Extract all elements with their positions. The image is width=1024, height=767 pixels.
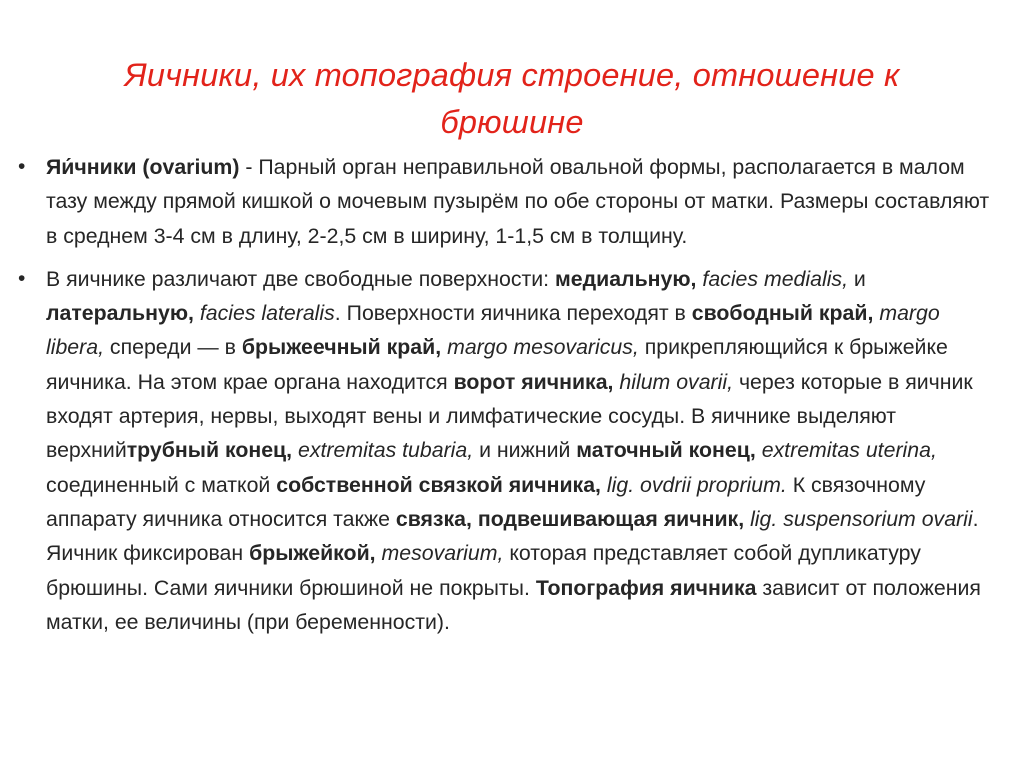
text-segment: hilum ovarii, (619, 369, 734, 394)
bullet-item-surfaces (18, 262, 998, 639)
bullet-dot-icon: • (18, 266, 26, 290)
text-segment: extremitas uterina, (761, 438, 937, 463)
text-segment: mesovarium, (381, 541, 504, 566)
text-segment: В яичнике различают две свободные поверхности: (46, 266, 555, 291)
text-segment: К связочному аппарату яичника относится также (46, 472, 926, 531)
text-segment: латеральную, (46, 301, 194, 326)
bullet-text (46, 150, 998, 253)
text-segment: . Поверхности яичника переходят в (334, 301, 692, 326)
text-segment: брыжейкой, (249, 541, 376, 566)
text-segment: связка, подвешивающая яичник, (395, 506, 745, 531)
text-segment: и (848, 266, 866, 291)
text-segment: брыжеечный край, (241, 335, 442, 360)
slide-title: Яичники, их топография строение, отношение к брюшине (124, 57, 900, 140)
text-segment: Яи́чники (ovarium) (46, 155, 240, 179)
text-segment: и нижний (473, 438, 577, 463)
text-segment: соединенный с маткой (46, 472, 277, 497)
text-segment: - Парный орган неправильной овальной формы, располагается в малом тазу между прямой кишкой о мочевым пузырём по обе стороны от матки. Размеры составляют в среднем 3-4 см в длину, 2-2,5 см в ширину, 1-1,5 см в толщину. (46, 155, 990, 248)
text-segment: margo mesovaricus, (447, 335, 639, 360)
text-segment: медиальную, (554, 266, 697, 291)
text-segment: margo libera, (46, 301, 940, 360)
text-segment: собственной связкой яичника, (276, 472, 601, 497)
text-segment: ворот яичника, (453, 369, 614, 394)
bullet-list (18, 150, 998, 639)
text-segment: facies medialis, (702, 266, 848, 291)
text-segment: . Яичник фиксирован (46, 506, 979, 566)
text-segment: свободный край, (691, 301, 874, 326)
text-segment: трубный конец, (126, 438, 293, 463)
bullet-text (46, 262, 998, 639)
text-segment: extremitas tubaria, (297, 438, 474, 463)
text-segment: маточный конец, (576, 438, 756, 463)
bullet-item-ovarium (18, 150, 998, 253)
text-segment: прикрепляющийся к брыжейке яичника. На этом крае органа находится (46, 335, 948, 394)
text-segment: спереди — в (104, 335, 242, 360)
text-segment: Топография яичника (535, 575, 757, 600)
text-segment: lig. ovdrii proprium. (606, 472, 787, 497)
text-segment: через которые в яичник входят артерия, нервы, выходят вены и лимфатические сосуды. В яичнике выделяют верхний (46, 369, 973, 463)
text-segment: lig. suspensorium ovarii (750, 506, 973, 531)
text-segment: зависит от положения матки, ее величины (при беременности). (46, 575, 981, 634)
bullet-dot-icon: • (18, 155, 26, 178)
text-segment: которая представляет собой дупликатуру брюшины. Сами яичники брюшиной не покрыты. (46, 541, 921, 600)
text-segment: facies lateralis (199, 301, 335, 326)
